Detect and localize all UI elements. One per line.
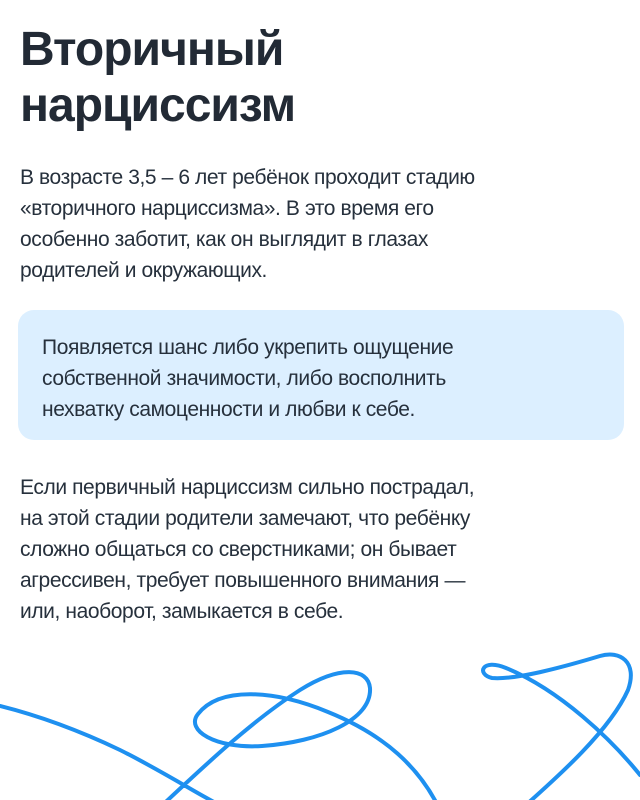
title-line: нарциссизм	[20, 79, 296, 132]
outro-line: на этой стадии родители замечают, что ребёнку	[20, 507, 470, 530]
intro-line: В возрасте 3,5 – 6 лет ребёнок проходит стадию	[20, 166, 475, 189]
title-line: Вторичный	[20, 23, 284, 76]
outro-line: агрессивен, требует повышенного внимания —	[20, 569, 466, 592]
highlight-callout	[18, 310, 624, 440]
intro-paragraph	[20, 162, 600, 286]
intro-line: «вторичного нарциссизма». В это время его	[20, 197, 434, 220]
intro-line: особенно заботит, как он выглядит в глазах	[20, 228, 428, 251]
outro-line: или, наоборот, замыкается в себе.	[20, 600, 344, 623]
outro-paragraph	[20, 472, 610, 627]
callout-line: нехватку самоценности и любви к себе.	[42, 398, 415, 421]
outro-line: Если первичный нарциссизм сильно пострадал,	[20, 476, 475, 499]
slide-title	[20, 22, 580, 134]
outro-line: сложно общаться со сверстниками; он бывает	[20, 538, 457, 561]
swirl-line	[0, 654, 640, 800]
intro-line: родителей и окружающих.	[20, 259, 267, 282]
callout-line: собственной значимости, либо восполнить	[42, 367, 446, 390]
callout-text	[42, 332, 602, 425]
callout-line: Появляется шанс либо укрепить ощущение	[42, 336, 454, 359]
